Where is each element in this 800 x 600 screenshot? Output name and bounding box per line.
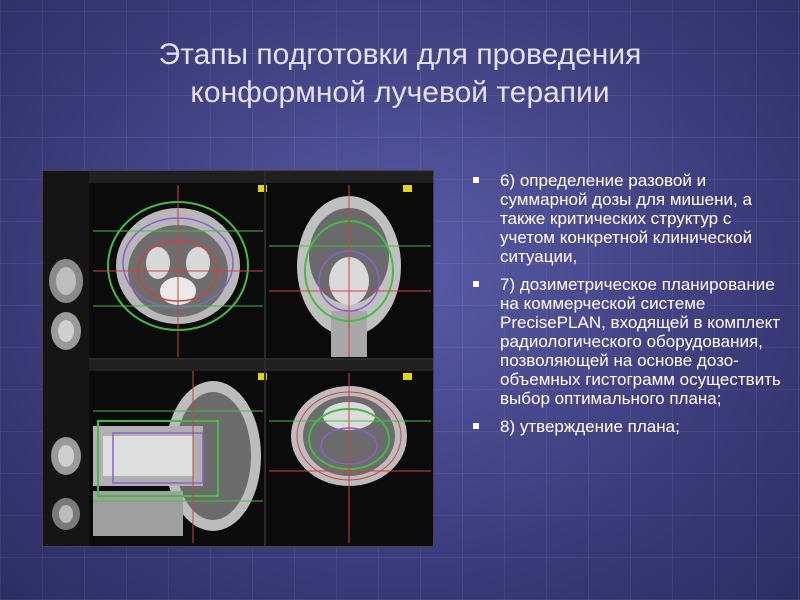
bullet-item-8: [470, 417, 790, 436]
square-bullet-icon: [473, 281, 479, 287]
bullet-text: 7) дозиметрическое планирование на коммерческой системе PrecisePLAN, входящей в комплект радиологического оборудования, позволяющей на основе дозо-объемных гистограмм осуществить выбор оптимального плана;: [500, 275, 781, 408]
ct-planning-image: [42, 170, 434, 547]
slide-title: [60, 36, 740, 112]
bullet-item-7: [470, 275, 790, 408]
ct-scans-illustration: [43, 171, 433, 546]
bullet-text: 6) определение разовой и суммарной дозы для мишени, а также критических структур с учетом конкретной клинической ситуации,: [500, 171, 753, 266]
title-line-1: Этапы подготовки для проведения: [158, 38, 642, 71]
title-line-2: конформной лучевой терапии: [190, 76, 610, 109]
square-bullet-icon: [473, 423, 479, 429]
square-bullet-icon: [473, 177, 479, 183]
bullet-item-6: [470, 171, 790, 266]
bullet-list: [470, 171, 790, 445]
bullet-text: 8) утверждение плана;: [500, 417, 680, 436]
